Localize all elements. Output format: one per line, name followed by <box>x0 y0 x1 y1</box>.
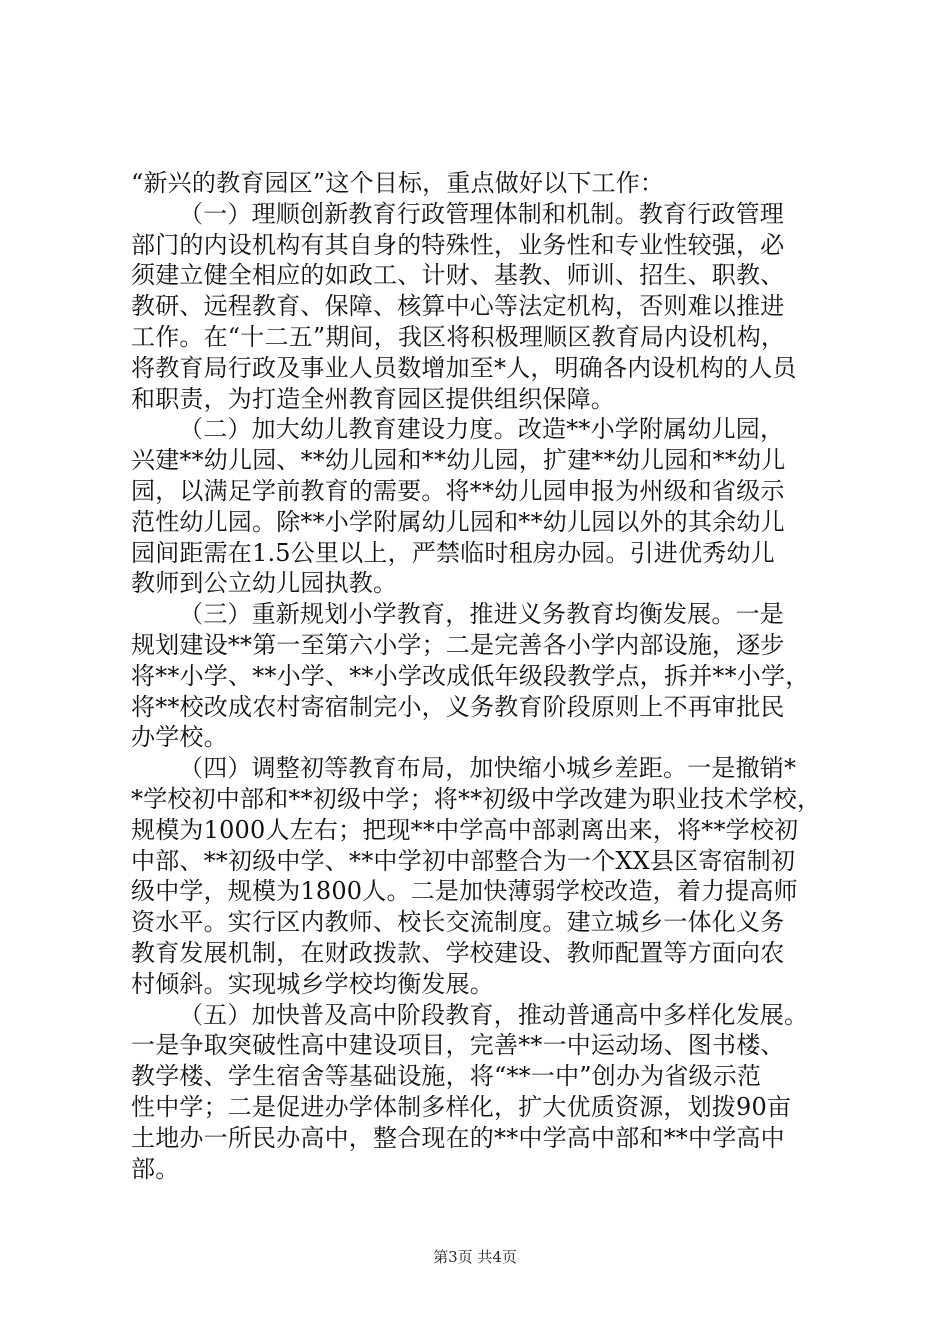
text-line: 规划建设**第一至第六小学；二是完善各小学内部设施，逐步 <box>131 630 785 659</box>
text-line: 资水平。实行区内教师、校长交流制度。建立城乡一体化义务 <box>131 908 785 937</box>
document-body <box>131 168 849 1184</box>
text-line: 园间距需在1.5公里以上，严禁临时租房办园。引进优秀幼儿 <box>131 538 775 567</box>
text-line: 规模为1000人左右；把现**中学高中部剥离出来，将**学校初 <box>131 815 799 844</box>
section-5-heading-line: （五）加快普及高中阶段教育，推动普通高中多样化发展。 <box>179 1000 809 1029</box>
text-line: 部门的内设机构有其自身的特殊性，业务性和专业性较强，必 <box>131 230 785 259</box>
text-line: 村倾斜。实现城乡学校均衡发展。 <box>131 969 494 998</box>
text-line: 部。 <box>131 1154 180 1183</box>
text-line: 范性幼儿园。除**小学附属幼儿园和**幼儿园以外的其余幼儿 <box>131 507 785 536</box>
text-line: “新兴的教育园区”这个目标，重点做好以下工作： <box>131 169 665 197</box>
text-line: 须建立健全相应的如政工、计财、基教、师训、招生、职教、 <box>131 261 785 290</box>
text-line: 级中学，规模为1800人。二是加快薄弱学校改造，着力提高师 <box>131 877 798 906</box>
text-line: 将**校改成农村寄宿制完小，义务教育阶段原则上不再审批民 <box>131 692 785 721</box>
page-footer <box>0 1246 950 1267</box>
text-line: 教研、远程教育、保障、核算中心等法定机构，否则难以推进 <box>131 292 785 321</box>
text-line: 办学校。 <box>131 723 228 752</box>
text-line: 教育发展机制，在财政拨款、学校建设、教师配置等方面向农 <box>131 938 785 967</box>
section-1-heading-line: （一）理顺创新教育行政管理体制和机制。教育行政管理 <box>179 199 784 228</box>
text-line: 土地办一所民办高中，整合现在的**中学高中部和**中学高中 <box>131 1123 785 1152</box>
text-line: 和职责，为打造全州教育园区提供组织保障。 <box>131 384 615 413</box>
text-line: 园，以满足学前教育的需要。将**幼儿园申报为州级和省级示 <box>131 476 785 505</box>
text-line: 将教育局行政及事业人员数增加至*人，明确各内设机构的人员 <box>131 353 797 382</box>
text-line: 兴建**幼儿园、**幼儿园和**幼儿园，扩建**幼儿园和**幼儿 <box>131 446 786 475</box>
text-line: 一是争取突破性高中建设项目，完善**一中运动场、图书楼、 <box>131 1031 785 1060</box>
text-line: *学校初中部和**初级中学；将**初级中学改建为职业技术学校， <box>131 784 822 813</box>
section-2-heading-line: （二）加大幼儿教育建设力度。改造**小学附属幼儿园， <box>179 415 785 444</box>
page-number-label: 第3页 共4页 <box>433 1248 517 1266</box>
section-4-heading-line: （四）调整初等教育布局，加快缩小城乡差距。一是撤销* <box>179 754 797 783</box>
text-line: 将**小学、**小学、**小学改成低年级段教学点，拆并**小学， <box>131 661 810 690</box>
text-line: 中部、**初级中学、**中学初中部整合为一个XX县区寄宿制初 <box>131 846 796 875</box>
text-line: 性中学；二是促进办学体制多样化，扩大优质资源，划拨90亩 <box>131 1092 792 1121</box>
text-line: 工作。在“十二五”期间，我区将积极理顺区教育局内设机构， <box>131 322 786 351</box>
section-3-heading-line: （三）重新规划小学教育，推进义务教育均衡发展。一是 <box>179 600 784 629</box>
text-line: 教师到公立幼儿园执教。 <box>131 569 398 598</box>
text-line: 教学楼、学生宿舍等基础设施，将“**一中”创办为省级示范 <box>131 1062 762 1091</box>
